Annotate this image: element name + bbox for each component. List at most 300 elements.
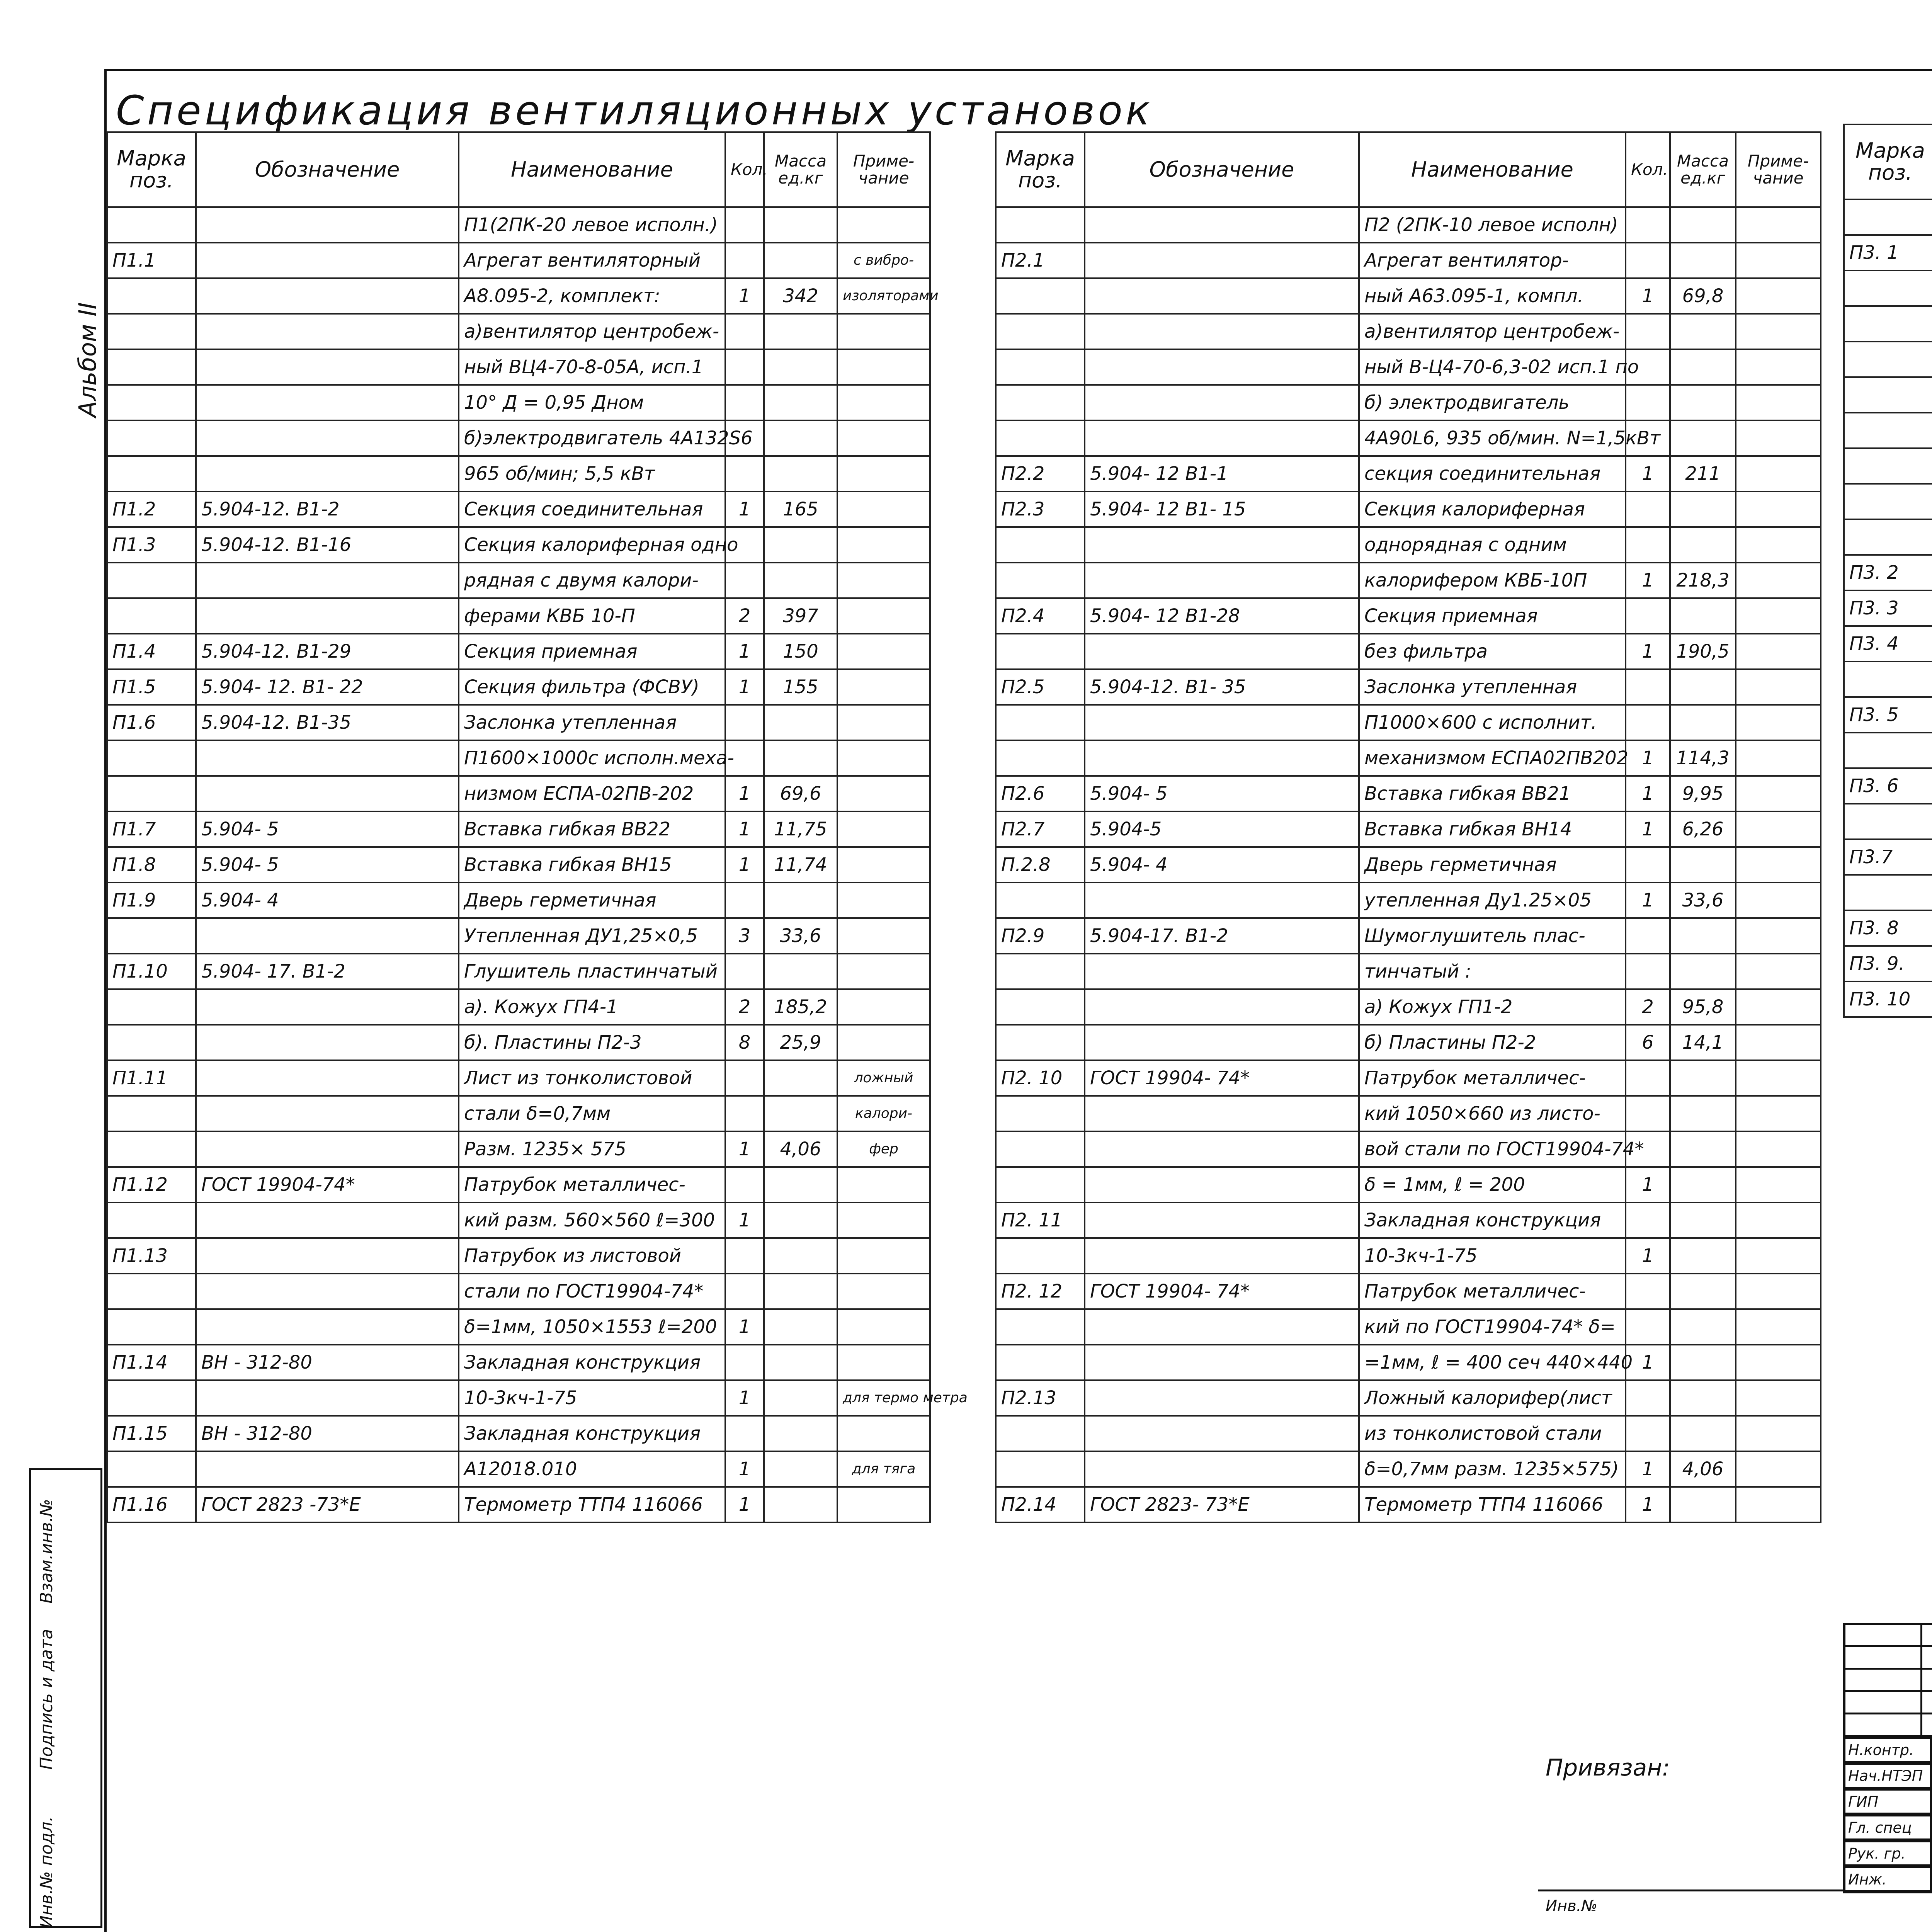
cell-note bbox=[1736, 1451, 1821, 1487]
cell-qty: 1 bbox=[1626, 456, 1670, 492]
table-row bbox=[107, 349, 930, 385]
cell-mark bbox=[996, 314, 1085, 349]
cell-note bbox=[837, 1487, 930, 1522]
cell-mark bbox=[996, 1167, 1085, 1202]
cell-name: Секция калориферная одно bbox=[459, 527, 725, 563]
cell-mass: 14,1 bbox=[1670, 1025, 1736, 1060]
cell-designation bbox=[196, 1380, 459, 1416]
cell-mass bbox=[764, 385, 837, 420]
table-row bbox=[107, 1416, 930, 1451]
cell-qty: 2 bbox=[725, 598, 764, 634]
cell-note bbox=[1736, 492, 1821, 527]
cell-mark bbox=[107, 420, 196, 456]
cell-mass bbox=[1670, 1238, 1736, 1274]
table-header-row bbox=[1844, 124, 1932, 199]
cell-mark bbox=[107, 989, 196, 1025]
cell-note bbox=[1736, 598, 1821, 634]
cell-designation bbox=[1085, 883, 1359, 918]
cell-mass bbox=[764, 349, 837, 385]
cell-name: δ=1мм, 1050×1553 ℓ=200 bbox=[459, 1309, 725, 1345]
cell-mass: 4,06 bbox=[764, 1131, 837, 1167]
cell-mark bbox=[107, 563, 196, 598]
cell-qty bbox=[725, 705, 764, 740]
cell-name: стали по ГОСТ19904-74* bbox=[459, 1274, 725, 1309]
cell-name: Закладная конструкция bbox=[1359, 1202, 1626, 1238]
cell-qty bbox=[725, 1274, 764, 1309]
cell-qty: 1 bbox=[1626, 776, 1670, 811]
table-row bbox=[996, 314, 1821, 349]
cell-note bbox=[1736, 278, 1821, 314]
cell-designation bbox=[1085, 1416, 1359, 1451]
cell-mark: П1.5 bbox=[107, 669, 196, 705]
cell-designation bbox=[1085, 1380, 1359, 1416]
cell-mass bbox=[1670, 1131, 1736, 1167]
cell-designation bbox=[196, 207, 459, 243]
cell-mark: П2.14 bbox=[996, 1487, 1085, 1522]
cell-designation bbox=[196, 1309, 459, 1345]
table-row bbox=[1844, 626, 1932, 662]
cell-qty bbox=[725, 1060, 764, 1096]
cell-mark bbox=[996, 989, 1085, 1025]
cell-mark bbox=[996, 278, 1085, 314]
cell-name: механизмом ЕСПА02ПВ202 bbox=[1359, 740, 1626, 776]
cell-designation bbox=[1085, 1345, 1359, 1380]
table-row bbox=[107, 1451, 930, 1487]
cell-mark: П.2.8 bbox=[996, 847, 1085, 883]
cell-mark: П2.5 bbox=[996, 669, 1085, 705]
cell-qty bbox=[725, 883, 764, 918]
table-row bbox=[996, 883, 1821, 918]
strip-label-inv: Инв.№ подл. bbox=[37, 1816, 56, 1928]
cell-mass bbox=[764, 1487, 837, 1522]
cell-mark bbox=[996, 385, 1085, 420]
table-row bbox=[1844, 910, 1932, 946]
cell-mark bbox=[996, 883, 1085, 918]
cell-designation bbox=[196, 1060, 459, 1096]
cell-qty: 1 bbox=[725, 1131, 764, 1167]
cell-note bbox=[837, 420, 930, 456]
stamp-role: Н.контр. bbox=[1843, 1737, 1932, 1763]
cell-name: Секция приемная bbox=[1359, 598, 1626, 634]
cell-mark bbox=[107, 1025, 196, 1060]
cell-mark bbox=[1844, 484, 1932, 519]
cell-mass: 11,74 bbox=[764, 847, 837, 883]
cell-name: ный А63.095-1, компл. bbox=[1359, 278, 1626, 314]
cell-mass bbox=[1670, 207, 1736, 243]
cell-mass bbox=[1670, 705, 1736, 740]
cell-designation bbox=[1085, 740, 1359, 776]
cell-name: Дверь герметичная bbox=[1359, 847, 1626, 883]
cell-mark: П3. 1 bbox=[1844, 235, 1932, 270]
cell-name: Патрубок металличес- bbox=[1359, 1060, 1626, 1096]
inv-label: Инв.№ bbox=[1546, 1897, 1597, 1915]
table-row bbox=[996, 1202, 1821, 1238]
cell-mark bbox=[107, 349, 196, 385]
cell-mark: П1.4 bbox=[107, 634, 196, 669]
cell-qty: 1 bbox=[725, 1487, 764, 1522]
cell-mark: П1.15 bbox=[107, 1416, 196, 1451]
cell-note bbox=[1736, 207, 1821, 243]
table-header-row bbox=[107, 132, 930, 207]
cell-mark: П1.8 bbox=[107, 847, 196, 883]
cell-designation bbox=[1085, 1451, 1359, 1487]
cell-note bbox=[837, 1345, 930, 1380]
cell-mass bbox=[1670, 847, 1736, 883]
cell-name: калорифером КВБ-10П bbox=[1359, 563, 1626, 598]
cell-mass bbox=[764, 207, 837, 243]
cell-mass: 69,6 bbox=[764, 776, 837, 811]
cell-name: П1600×1000с исполн.меха- bbox=[459, 740, 725, 776]
cell-name: 10° Д = 0,95 Дном bbox=[459, 385, 725, 420]
table-row bbox=[996, 1167, 1821, 1202]
cell-mark bbox=[1844, 733, 1932, 768]
cell-mass bbox=[764, 883, 837, 918]
cell-name: Термометр ТТП4 116066 bbox=[1359, 1487, 1626, 1522]
cell-mark: П3.7 bbox=[1844, 839, 1932, 875]
cell-note bbox=[1736, 1309, 1821, 1345]
cell-qty bbox=[725, 1345, 764, 1380]
cell-note bbox=[837, 1025, 930, 1060]
cell-designation bbox=[196, 1202, 459, 1238]
cell-note bbox=[1736, 1025, 1821, 1060]
cell-qty: 1 bbox=[725, 634, 764, 669]
cell-mass bbox=[1670, 1096, 1736, 1131]
table-row bbox=[1844, 804, 1932, 839]
table-row bbox=[996, 1451, 1821, 1487]
cell-mass bbox=[1670, 1345, 1736, 1380]
cell-qty bbox=[725, 207, 764, 243]
cell-note: для тяга bbox=[837, 1451, 930, 1487]
cell-mark bbox=[1844, 448, 1932, 484]
table-row bbox=[996, 954, 1821, 989]
cell-qty bbox=[725, 314, 764, 349]
cell-designation: ГОСТ 19904- 74* bbox=[1085, 1274, 1359, 1309]
table-row bbox=[107, 1131, 930, 1167]
cell-qty: 1 bbox=[1626, 1451, 1670, 1487]
cell-mass bbox=[764, 1202, 837, 1238]
cell-note bbox=[837, 207, 930, 243]
table-row bbox=[996, 1380, 1821, 1416]
cell-mark: П2. 12 bbox=[996, 1274, 1085, 1309]
cell-designation bbox=[1085, 634, 1359, 669]
header-designation: Обозначение bbox=[196, 132, 459, 207]
cell-mark bbox=[996, 634, 1085, 669]
cell-designation bbox=[1085, 278, 1359, 314]
cell-qty bbox=[725, 1096, 764, 1131]
cell-note bbox=[1736, 634, 1821, 669]
table-row bbox=[1844, 733, 1932, 768]
cell-qty bbox=[1626, 598, 1670, 634]
cell-mark bbox=[996, 207, 1085, 243]
cell-designation bbox=[1085, 1238, 1359, 1274]
header-name: Наименование bbox=[459, 132, 725, 207]
cell-qty bbox=[725, 954, 764, 989]
cell-designation: 5.904- 17. В1-2 bbox=[196, 954, 459, 989]
table-row bbox=[107, 634, 930, 669]
cell-mark: П1.16 bbox=[107, 1487, 196, 1522]
table-row bbox=[1844, 306, 1932, 342]
cell-mass: 4,06 bbox=[1670, 1451, 1736, 1487]
cell-qty bbox=[725, 563, 764, 598]
cell-mark bbox=[1844, 270, 1932, 306]
cell-mass bbox=[1670, 1309, 1736, 1345]
cell-note bbox=[1736, 1060, 1821, 1096]
cell-mass bbox=[764, 1309, 837, 1345]
cell-mark bbox=[996, 1451, 1085, 1487]
table-row bbox=[107, 314, 930, 349]
table-row bbox=[1844, 377, 1932, 413]
table-row bbox=[107, 776, 930, 811]
cell-designation bbox=[196, 456, 459, 492]
table-row bbox=[107, 1345, 930, 1380]
cell-mark: П1.2 bbox=[107, 492, 196, 527]
table-row bbox=[1844, 519, 1932, 555]
cell-note bbox=[1736, 1274, 1821, 1309]
table-row bbox=[996, 1131, 1821, 1167]
cell-qty: 1 bbox=[1626, 634, 1670, 669]
cell-name: б)электродвигатель 4А132S6 bbox=[459, 420, 725, 456]
cell-note bbox=[1736, 420, 1821, 456]
cell-name: б) электродвигатель bbox=[1359, 385, 1626, 420]
table-row bbox=[996, 598, 1821, 634]
page-title: Спецификация вентиляционных установок bbox=[116, 87, 1153, 134]
table-row bbox=[996, 349, 1821, 385]
cell-name: 4А90L6, 935 об/мин. N=1,5кВт bbox=[1359, 420, 1626, 456]
cell-note: для термо метра bbox=[837, 1380, 930, 1416]
cell-qty: 1 bbox=[725, 811, 764, 847]
cell-designation bbox=[1085, 385, 1359, 420]
cell-name: Вставка гибкая ВН15 bbox=[459, 847, 725, 883]
cell-designation bbox=[196, 598, 459, 634]
cell-designation bbox=[196, 1131, 459, 1167]
cell-note bbox=[837, 1202, 930, 1238]
cell-name: Разм. 1235× 575 bbox=[459, 1131, 725, 1167]
strip-label-replace: Взам.инв.№ bbox=[37, 1499, 56, 1604]
cell-note bbox=[1736, 1131, 1821, 1167]
cell-qty: 1 bbox=[1626, 883, 1670, 918]
cell-qty: 2 bbox=[725, 989, 764, 1025]
cell-name: кий разм. 560×560 ℓ=300 bbox=[459, 1202, 725, 1238]
cell-note bbox=[837, 776, 930, 811]
cell-qty: 1 bbox=[725, 1309, 764, 1345]
cell-mark: П2.4 bbox=[996, 598, 1085, 634]
cell-mass bbox=[764, 954, 837, 989]
table-row bbox=[996, 989, 1821, 1025]
cell-mark bbox=[996, 705, 1085, 740]
bound-label: Привязан: bbox=[1546, 1754, 1670, 1781]
cell-note bbox=[1736, 705, 1821, 740]
table-row bbox=[996, 1345, 1821, 1380]
cell-mark: П3. 8 bbox=[1844, 910, 1932, 946]
cell-note bbox=[1736, 527, 1821, 563]
cell-mass bbox=[1670, 918, 1736, 954]
cell-mark bbox=[107, 1202, 196, 1238]
cell-designation bbox=[1085, 954, 1359, 989]
cell-qty: 3 bbox=[725, 918, 764, 954]
table-row bbox=[996, 1238, 1821, 1274]
table-row bbox=[107, 385, 930, 420]
cell-name: 10-3кч-1-75 bbox=[459, 1380, 725, 1416]
cell-mass bbox=[1670, 669, 1736, 705]
table-row bbox=[1844, 839, 1932, 875]
cell-name: рядная с двумя калори- bbox=[459, 563, 725, 598]
cell-mark bbox=[996, 954, 1085, 989]
cell-note bbox=[837, 1416, 930, 1451]
cell-mass bbox=[764, 1380, 837, 1416]
cell-note bbox=[837, 385, 930, 420]
cell-name: вой стали по ГОСТ19904-74* bbox=[1359, 1131, 1626, 1167]
cell-mass bbox=[764, 1274, 837, 1309]
cell-mark: П1.14 bbox=[107, 1345, 196, 1380]
cell-name: =1мм, ℓ = 400 сеч 440×440 bbox=[1359, 1345, 1626, 1380]
cell-mass: 114,3 bbox=[1670, 740, 1736, 776]
cell-name: низмом ЕСПА-02ПВ-202 bbox=[459, 776, 725, 811]
table-row bbox=[996, 847, 1821, 883]
cell-name: Глушитель пластинчатый bbox=[459, 954, 725, 989]
table-row bbox=[996, 776, 1821, 811]
cell-note bbox=[837, 1309, 930, 1345]
cell-note: изоляторами bbox=[837, 278, 930, 314]
cell-qty bbox=[1626, 705, 1670, 740]
cell-mark: П2.2 bbox=[996, 456, 1085, 492]
cell-note bbox=[1736, 776, 1821, 811]
cell-name: Патрубок металличес- bbox=[459, 1167, 725, 1202]
cell-mass bbox=[1670, 349, 1736, 385]
cell-designation bbox=[1085, 314, 1359, 349]
spec-table-3 bbox=[1843, 124, 1932, 1018]
cell-qty bbox=[1626, 1096, 1670, 1131]
cell-note bbox=[837, 989, 930, 1025]
cell-mass: 190,5 bbox=[1670, 634, 1736, 669]
table-row bbox=[1844, 448, 1932, 484]
cell-mass: 9,95 bbox=[1670, 776, 1736, 811]
cell-mark: П2.13 bbox=[996, 1380, 1085, 1416]
cell-mark: П2. 10 bbox=[996, 1060, 1085, 1096]
cell-qty bbox=[725, 1416, 764, 1451]
top-border-line bbox=[104, 69, 1932, 71]
table-row bbox=[107, 705, 930, 740]
cell-mass bbox=[764, 1416, 837, 1451]
cell-name: 10-3кч-1-75 bbox=[1359, 1238, 1626, 1274]
cell-qty: 2 bbox=[1626, 989, 1670, 1025]
cell-note bbox=[837, 705, 930, 740]
table-row bbox=[996, 1309, 1821, 1345]
revision-grid bbox=[1843, 1623, 1932, 1735]
cell-name: секция соединительная bbox=[1359, 456, 1626, 492]
cell-note bbox=[1736, 954, 1821, 989]
table-row bbox=[996, 420, 1821, 456]
table-row bbox=[996, 527, 1821, 563]
cell-mark: П1.3 bbox=[107, 527, 196, 563]
cell-mark bbox=[996, 740, 1085, 776]
table-row bbox=[996, 385, 1821, 420]
cell-qty: 6 bbox=[1626, 1025, 1670, 1060]
cell-mark bbox=[996, 1345, 1085, 1380]
cell-qty bbox=[1626, 669, 1670, 705]
cell-note bbox=[837, 740, 930, 776]
cell-designation: 5.904- 5 bbox=[1085, 776, 1359, 811]
cell-qty bbox=[1626, 314, 1670, 349]
table-row bbox=[996, 243, 1821, 278]
cell-designation bbox=[196, 243, 459, 278]
cell-name: Вставка гибкая ВВ22 bbox=[459, 811, 725, 847]
cell-designation bbox=[1085, 1025, 1359, 1060]
cell-note bbox=[1736, 1238, 1821, 1274]
table-row bbox=[1844, 555, 1932, 590]
table-row bbox=[996, 1096, 1821, 1131]
cell-mass bbox=[764, 1238, 837, 1274]
cell-qty: 1 bbox=[725, 1380, 764, 1416]
cell-name: Секция соединительная bbox=[459, 492, 725, 527]
table-row bbox=[996, 1274, 1821, 1309]
cell-mark bbox=[996, 1096, 1085, 1131]
table-row bbox=[107, 563, 930, 598]
cell-name: 965 об/мин; 5,5 кВт bbox=[459, 456, 725, 492]
cell-qty: 1 bbox=[1626, 563, 1670, 598]
cell-note bbox=[1736, 1487, 1821, 1522]
table-row bbox=[1844, 875, 1932, 910]
table-row bbox=[996, 634, 1821, 669]
table-row bbox=[107, 598, 930, 634]
table-row bbox=[107, 420, 930, 456]
cell-note bbox=[837, 918, 930, 954]
cell-mark bbox=[107, 740, 196, 776]
cell-mark: П1.12 bbox=[107, 1167, 196, 1202]
cell-name: δ = 1мм, ℓ = 200 bbox=[1359, 1167, 1626, 1202]
cell-mass: 11,75 bbox=[764, 811, 837, 847]
cell-designation bbox=[196, 1238, 459, 1274]
cell-designation: 5.904-12. В1-35 bbox=[196, 705, 459, 740]
cell-note bbox=[837, 349, 930, 385]
cell-designation: ГОСТ 19904-74* bbox=[196, 1167, 459, 1202]
cell-note bbox=[1736, 385, 1821, 420]
cell-name: а) Кожух ГП1-2 bbox=[1359, 989, 1626, 1025]
cell-name: Термометр ТТП4 116066 bbox=[459, 1487, 725, 1522]
cell-mass bbox=[1670, 1416, 1736, 1451]
cell-mass: 6,26 bbox=[1670, 811, 1736, 847]
cell-designation: 5.904- 12 В1-28 bbox=[1085, 598, 1359, 634]
table-row bbox=[107, 1238, 930, 1274]
cell-mark bbox=[107, 1131, 196, 1167]
cell-qty: 1 bbox=[1626, 1238, 1670, 1274]
cell-name: Вставка гибкая ВВ21 bbox=[1359, 776, 1626, 811]
table-row bbox=[996, 669, 1821, 705]
cell-designation bbox=[196, 1025, 459, 1060]
stamp-role: ГИП bbox=[1843, 1789, 1932, 1815]
cell-name: П2 (2ПК-10 левое исполн) bbox=[1359, 207, 1626, 243]
cell-name: П1000×600 с исполнит. bbox=[1359, 705, 1626, 740]
cell-name: Вставка гибкая ВН14 bbox=[1359, 811, 1626, 847]
cell-designation: 5.904-12. В1-16 bbox=[196, 527, 459, 563]
table-row bbox=[107, 883, 930, 918]
cell-designation: ГОСТ 19904- 74* bbox=[1085, 1060, 1359, 1096]
cell-designation: 5.904-17. В1-2 bbox=[1085, 918, 1359, 954]
cell-mark bbox=[1844, 306, 1932, 342]
table-row bbox=[107, 669, 930, 705]
table-row bbox=[107, 1309, 930, 1345]
spec-table-1 bbox=[106, 131, 968, 1523]
cell-designation bbox=[196, 740, 459, 776]
cell-mass bbox=[764, 1451, 837, 1487]
cell-note bbox=[837, 883, 930, 918]
table-row bbox=[107, 243, 930, 278]
cell-name: а). Кожух ГП4-1 bbox=[459, 989, 725, 1025]
cell-mass bbox=[1670, 385, 1736, 420]
cell-mass bbox=[764, 1167, 837, 1202]
cell-mark bbox=[996, 349, 1085, 385]
cell-qty bbox=[1626, 243, 1670, 278]
strip-label-sign: Подпись и дата bbox=[37, 1629, 56, 1770]
